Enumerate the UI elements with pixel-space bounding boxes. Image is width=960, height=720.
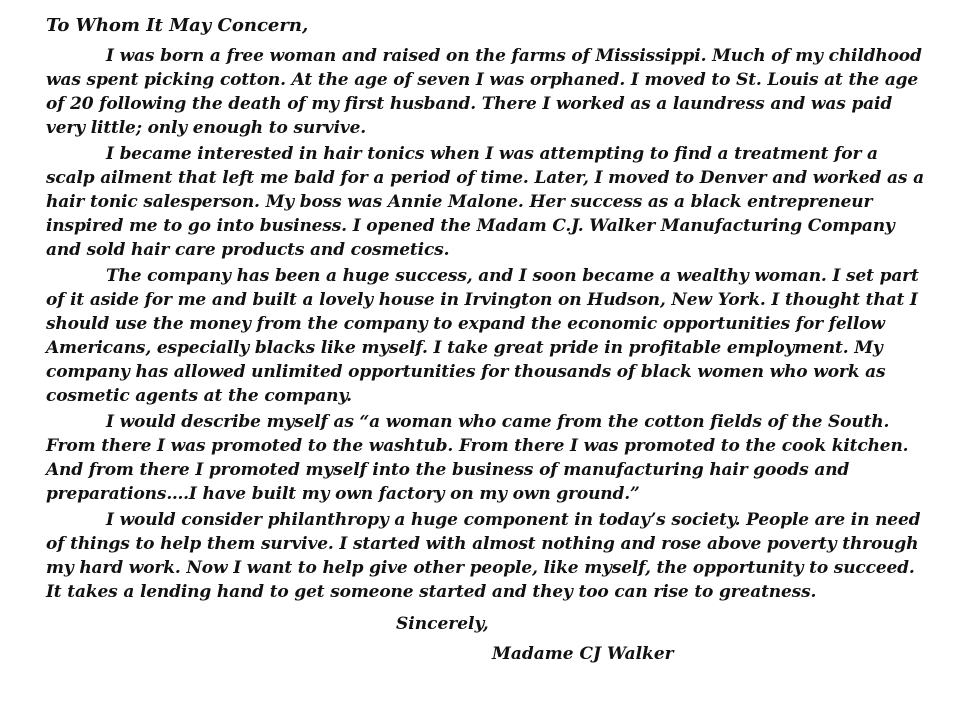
- letter-closing: Sincerely,: [396, 614, 489, 634]
- letter-paragraph-2: I became interested in hair tonics when I was attempting to find a treatment for a scalp ailment that left me bald for a period of time. Later, I moved to Denver and worked as a hair tonic salesperson. My boss was Annie Malone. Her success as a black entrepreneur inspired me to go into business. I opened the Madam C.J. Walker Manufacturing Company and sold hair care products and cosmetics.: [46, 144, 924, 260]
- letter-paragraph-1: I was born a free woman and raised on the farms of Mississippi. Much of my childhood was spent picking cotton. At the age of seven I was orphaned. I moved to St. Louis at the age of 20 following the death of my first husband. There I worked as a laundress and was paid very little; only enough to survive.: [46, 46, 922, 138]
- letter-greeting: To Whom It May Concern,: [46, 15, 309, 36]
- letter-paragraph-5: I would consider philanthropy a huge component in today’s society. People are in need of things to help them survive. I started with almost nothing and rose above poverty through my hard work. Now I want to help give other people, like myself, the opportunity to succeed. It takes a lending hand to get someone started and they too can rise to greatness.: [46, 510, 921, 602]
- letter-paragraph-4: I would describe myself as “a woman who came from the cotton fields of the South. From there I was promoted to the washtub. From there I was promoted to the cook kitchen. And from there I promoted myself into the business of manufacturing hair goods and preparations….I have built my own factory on my own ground.”: [46, 412, 909, 504]
- letter-paragraph-3: The company has been a huge success, and I soon became a wealthy woman. I set part of it aside for me and built a lovely house in Irvington on Hudson, New York. I thought that I should use the money from the company to expand the economic opportunities for fellow Americans, especially blacks like myself. I take great pride in profitable employment. My company has allowed unlimited opportunities for thousands of black women who work as cosmetic agents at the company.: [46, 266, 919, 406]
- letter-signature: Madame CJ Walker: [492, 644, 674, 664]
